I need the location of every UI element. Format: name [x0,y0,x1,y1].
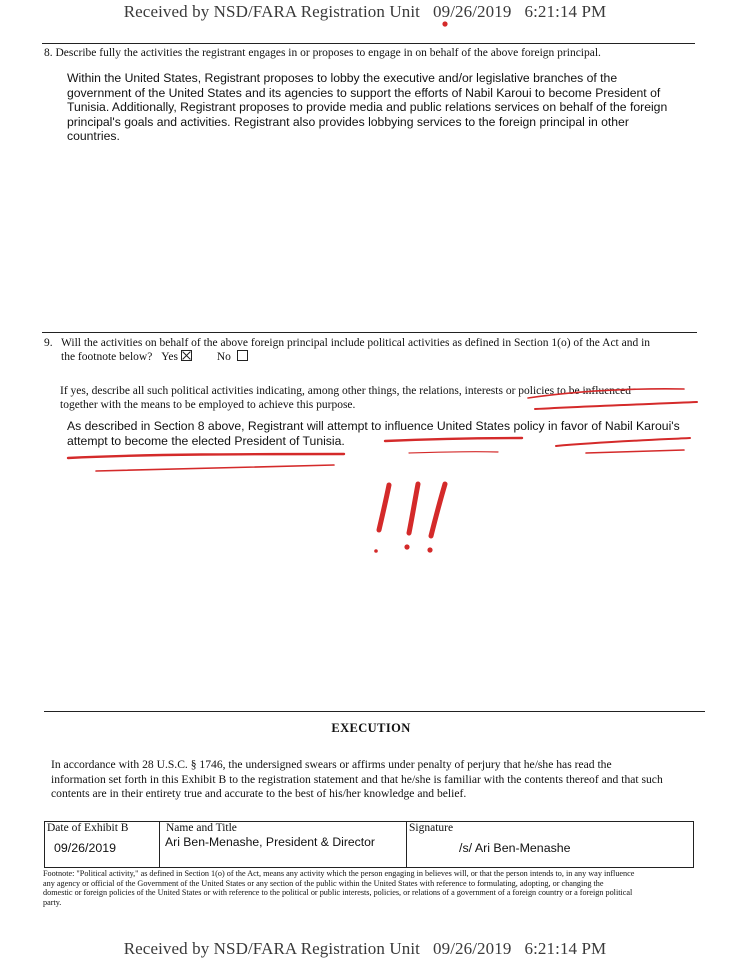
signature-label: Signature [409,822,454,834]
signature-table [44,821,694,868]
execution-title: EXECUTION [331,721,411,735]
answer-8-line: Tunisia. Additionally, Registrant proposes to provide media and public relations services on behalf of the foreign [67,100,668,115]
section-divider [42,332,697,333]
ink-underline [409,452,498,453]
section-divider [42,43,695,44]
footnote-line: Footnote: "Political activity," as defined in Section 1(o) of the Act, means any activity which the person engaging in believes will, or that the person intends to, in any way influence [43,869,635,878]
ink-underline [586,450,684,453]
signature-cell [407,822,694,868]
question-9-line [61,350,711,364]
footnote-line: any agency or official of the Government of the United States or any section of the public within the United States with reference to formulating, adopting, or changing the [43,878,604,888]
ink-underline [96,465,334,471]
exclamation-dot [427,547,432,552]
date-cell [45,822,160,868]
signature-value: /s/ Ari Ben-Menashe [459,841,571,855]
question-9-line: Will the activities on behalf of the above foreign principal include political activities as defined in Section 1(o) of the Act and in [61,337,651,349]
unchecked-checkbox-icon[interactable] [237,350,248,361]
execution-line: contents are in their entirety true and accurate to the best of his/her knowledge and belief. [51,787,467,801]
exclamation-stroke [379,485,389,530]
answer-9-line: As described in Section 8 above, Registrant will attempt to influence United States policy in favor of Nabil Karoui's [67,419,680,433]
footnote [43,869,708,907]
exclamation-dot [404,544,409,549]
answer-9-line: attempt to become the elected President of Tunisia. [67,433,345,448]
answer-8-line: principal's goals and activities. Registrant also provides lobbying services to the foreign principal in other [67,114,629,129]
answer-8-line: countries. [67,129,120,144]
ink-dot [442,21,447,26]
registration-stamp-top: Received by NSD/FARA Registration Unit 09/26/2019 6:21:14 PM [123,2,607,21]
footnote-line: party. [43,897,62,907]
no-label: No [216,351,231,363]
question-9-followup [60,384,710,412]
name-label: Name and Title [166,822,237,834]
date-value: 09/26/2019 [54,841,117,855]
question-8: 8. Describe fully the activities the registrant engages in or proposes to engage in on behalf of the above foreign principal. [44,47,601,59]
exclamation-stroke [431,484,445,536]
date-label: Date of Exhibit B [47,822,129,834]
question-9-line2: the footnote below? [61,351,153,363]
registration-stamp-bottom: Received by NSD/FARA Registration Unit 09/26/2019 6:21:14 PM [123,939,607,958]
answer-9 [67,419,707,448]
execution-line: information set forth in this Exhibit B to the registration statement and that he/she is familiar with the contents thereof and that such [51,772,663,786]
exclamation-dot [374,549,378,553]
yes-label: Yes [161,351,178,363]
answer-8 [67,71,707,144]
section-divider [44,711,705,712]
ink-underline [68,454,344,458]
execution-statement [51,758,711,802]
checked-checkbox-icon[interactable] [181,350,192,361]
question-9 [61,336,711,364]
footnote-line: domestic or foreign policies of the United States or with reference to the political or public interests, policies, or relations of a government of a foreign country or a foreign political [43,888,633,898]
answer-8-line: government of the United States and its agencies to support the efforts of Nabil Karoui to become President of [67,85,661,100]
followup-line: together with the means to be employed to achieve this purpose. [60,399,356,411]
answer-8-line: Within the United States, Registrant proposes to lobby the executive and/or legislative branches of the [67,71,618,85]
question-9-number: 9. [44,337,53,349]
execution-line: In accordance with 28 U.S.C. § 1746, the undersigned swears or affirms under penalty of perjury that he/she has read the [51,758,612,771]
exclamation-stroke [409,484,418,533]
followup-line: If yes, describe all such political activities indicating, among other things, the relations, interests or policies to be influenced [60,385,632,397]
name-cell [160,822,407,868]
name-value: Ari Ben-Menashe, President & Director [165,835,375,849]
